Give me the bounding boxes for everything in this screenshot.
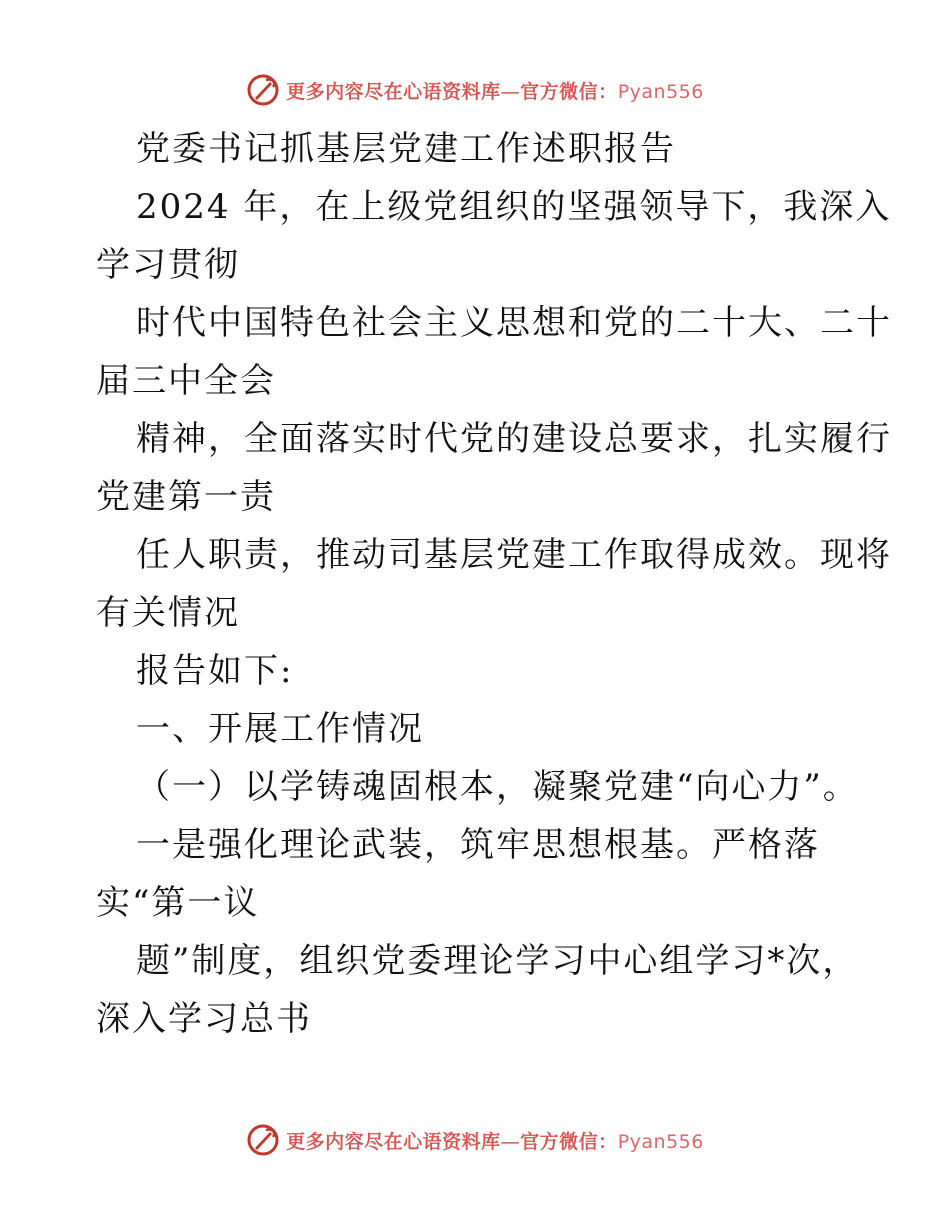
watermark-text: 更多内容尽在心语资料库—官方微信：Pyan556 bbox=[286, 1130, 704, 1153]
quill-logo-icon bbox=[246, 1123, 280, 1157]
section-heading: 一、开展工作情况 bbox=[136, 709, 424, 749]
paragraph-line: 深入学习总书 bbox=[96, 999, 312, 1039]
paragraph-line: 时代中国特色社会主义思想和党的二十大、二十 bbox=[136, 303, 892, 343]
paragraph-line: 届三中全会 bbox=[96, 361, 276, 401]
document-title: 党委书记抓基层党建工作述职报告 bbox=[136, 129, 676, 169]
document-body bbox=[96, 120, 892, 1048]
paragraph-line: 实“第一议 bbox=[96, 883, 260, 923]
paragraph-line: 有关情况 bbox=[96, 593, 240, 633]
subsection-heading: （一）以学铸魂固根本，凝聚党建“向心力”。 bbox=[136, 767, 859, 807]
paragraph-line: 题”制度，组织党委理论学习中心组学习*次， bbox=[136, 941, 859, 981]
watermark-text: 更多内容尽在心语资料库—官方微信：Pyan556 bbox=[286, 80, 704, 103]
paragraph-line: 学习贯彻 bbox=[96, 245, 240, 285]
header-watermark bbox=[0, 70, 950, 110]
paragraph-line: 精神，全面落实时代党的建设总要求，扎实履行 bbox=[136, 419, 892, 459]
quill-logo-icon bbox=[246, 73, 280, 107]
paragraph-line: 2024 年，在上级党组织的坚强领导下，我深入 bbox=[136, 187, 892, 227]
paragraph-line: 一是强化理论武装，筑牢思想根基。严格落 bbox=[136, 825, 820, 865]
footer-watermark bbox=[0, 1120, 950, 1160]
paragraph-line: 任人职责，推动司基层党建工作取得成效。现将 bbox=[136, 535, 892, 575]
paragraph-line: 报告如下: bbox=[136, 651, 294, 691]
paragraph-line: 党建第一责 bbox=[96, 477, 276, 517]
